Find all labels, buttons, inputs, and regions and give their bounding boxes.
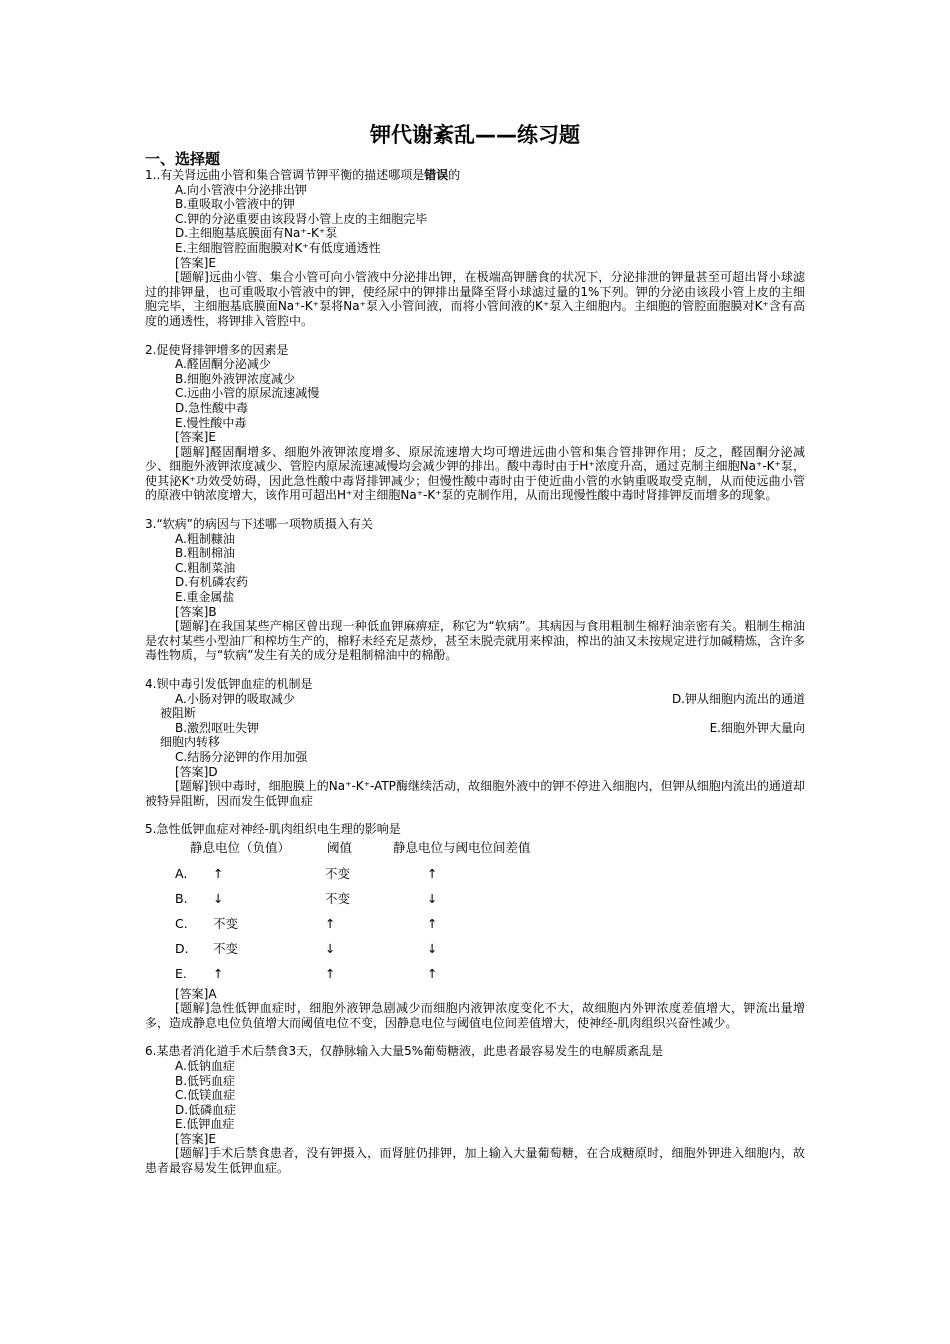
- table-cell: ↑: [213, 865, 224, 881]
- table-cell: E.: [175, 965, 187, 981]
- option: A.向小管液中分泌排出钾: [175, 182, 307, 197]
- question-stem: 1..有关肾远曲小管和集合管调节钾平衡的描述哪项是错误的: [145, 168, 461, 182]
- option: B.低钙血症: [175, 1073, 236, 1088]
- table-row: [175, 937, 805, 962]
- question-4: [145, 677, 805, 808]
- option: B.激烈呕吐失钾: [175, 720, 260, 735]
- table-header-cell: 静息电位（负值）: [190, 839, 291, 855]
- option: B.粗制棉油: [175, 546, 236, 561]
- table-cell: 不变: [325, 865, 351, 881]
- table-cell: 不变: [213, 915, 239, 931]
- question-stem: 6.某患者消化道手术后禁食3天，仅静脉输入大量5%葡萄糖液，此患者最容易发生的电解质紊乱是: [145, 1044, 664, 1059]
- explanation: [题解]远曲小管、集合小管可向小管液中分泌排出钾，在极端高钾膳食的状况下，分泌排泄的钾量甚至可超出肾小球滤过的排钾量，也可重吸取小管液中的钾，使经尿中的钾排出量降至肾小球滤过量的1%下列。钾的分泌由该段小管上皮的主细胞完毕，主细胞基底膜面Na⁺-K⁺泵将Na⁺泵入小管间液，而将小管间液的K⁺泵入主细胞内。主细胞的管腔面胞膜对K⁺含有高度的通透性，将钾排入管腔中。: [145, 270, 805, 328]
- option: D.有机磷农药: [175, 575, 249, 590]
- option: E.主细胞管腔面胞膜对K⁺有低度通透性: [175, 240, 381, 255]
- question-5: [145, 822, 805, 1030]
- option: D.急性酸中毒: [175, 400, 249, 415]
- table-cell: ↓: [213, 890, 224, 906]
- table-cell: ↑: [427, 965, 438, 981]
- table-cell: B.: [175, 890, 188, 906]
- table-row: [175, 962, 805, 987]
- table-header-cell: 阈值: [327, 839, 353, 855]
- table-row: [175, 862, 805, 887]
- explanation: [题解]手术后禁食患者，没有钾摄入，而肾脏仍排钾，加上输入大量葡萄糖，在合成糖原时，细胞外钾进入细胞内，故患者最容易发生低钾血症。: [145, 1146, 805, 1176]
- option: C.低镁血症: [175, 1088, 236, 1103]
- table-cell: ↓: [427, 940, 438, 956]
- section-heading: 一、选择题: [145, 150, 221, 168]
- option: A.粗制糠油: [175, 531, 235, 546]
- option: D.主细胞基底膜面有Na⁺-K⁺泵: [175, 226, 338, 241]
- option: A.醛固酮分泌减少: [175, 357, 271, 372]
- option: E.慢性酸中毒: [175, 415, 247, 430]
- option: E.低钾血症: [175, 1117, 235, 1132]
- option: A.小肠对钾的吸取减少: [175, 691, 295, 706]
- table-row: [175, 912, 805, 937]
- table-cell: ↓: [427, 890, 438, 906]
- option: C.结肠分泌钾的作用加强: [175, 749, 308, 764]
- explanation: [题解]在我国某些产棉区曾出现一种低血钾麻痹症，称它为“软病”。其病因与食用粗制生棉籽油亲密有关。粗制生棉油是农村某些小型油厂和榨坊生产的，棉籽未经充足蒸炒，甚至未脱壳就用来榨油，榨出的油又未按规定进行加碱精炼，含许多毒性物质，与“软病”发生有关的成分是粗制棉油中的棉酚。: [145, 619, 806, 663]
- option: C.远曲小管的原尿流速减慢: [175, 386, 320, 401]
- option-row: [175, 692, 805, 707]
- page-title: 钾代谢紊乱——练习题: [370, 123, 580, 147]
- answer: [答案]E: [175, 255, 216, 270]
- option: E.细胞外钾大量向: [709, 720, 805, 735]
- table-cell: ↑: [325, 915, 336, 931]
- answer: [答案]E: [175, 430, 216, 445]
- table-cell: 不变: [325, 890, 351, 906]
- question-stem: 4.钡中毒引发低钾血症的机制是: [145, 677, 313, 691]
- question-3: [145, 517, 805, 663]
- table-header: [190, 841, 805, 856]
- answer: [答案]B: [175, 604, 217, 619]
- question-stem: 2.促使肾排钾增多的因素是: [145, 342, 289, 357]
- option: C.粗制菜油: [175, 560, 236, 575]
- explanation: [题解]钡中毒时，细胞膜上的Na⁺-K⁺-ATP酶继续活动，故细胞外液中的钾不停进入细胞内，但钾从细胞内流出的通道却被特异阻断，因而发生低钾血症: [145, 779, 805, 808]
- question-6: [145, 1044, 805, 1175]
- table-cell: ↑: [325, 965, 336, 981]
- option: B.细胞外液钾浓度减少: [175, 371, 296, 386]
- table-header-cell: 静息电位与阈电位间差值: [393, 839, 531, 855]
- explanation: [题解]醛固酮增多、细胞外液钾浓度增多、原尿流速增大均可增进远曲小管和集合管排钾作用；反之，醛固酮分泌减少、细胞外液钾浓度减少、管腔内原尿流速减慢均会减少钾的排出。酸中毒时由于H⁺浓度升高，通过克制主细胞Na⁺-K⁺泵，使其泌K⁺功效受妨碍，因此急性酸中毒肾排钾减少；但慢性酸中毒时由于使近曲小管的水钠重吸取受克制，从而使远曲小管的原液中钠浓度增大，该作用可超出H⁺对主细胞Na⁺-K⁺泵的克制作用，从而出现慢性酸中毒时肾排钾反而增多的现象。: [145, 444, 805, 503]
- table-cell: 不变: [213, 940, 239, 956]
- answer: [答案]E: [175, 1131, 216, 1146]
- question-stem: 5.急性低钾血症对神经-肌肉组织电生理的影响是: [145, 822, 401, 837]
- option-row: [175, 721, 805, 736]
- option-wrap: 细胞内转移: [160, 735, 221, 750]
- table-row: [175, 887, 805, 912]
- table-cell: ↑: [427, 865, 438, 881]
- option: B.重吸取小管液中的钾: [175, 197, 296, 212]
- question-2: [145, 343, 805, 504]
- answer: [答案]D: [175, 764, 218, 779]
- option: D.低磷血症: [175, 1102, 237, 1117]
- question-stem: 3.“软病”的病因与下述哪一项物质摄入有关: [145, 517, 373, 532]
- option: E.重金属盐: [175, 590, 235, 605]
- option-wrap: 被阻断: [160, 706, 197, 721]
- option: C.钾的分泌重要由该段肾小管上皮的主细胞完毕: [175, 211, 428, 226]
- explanation: [题解]急性低钾血症时，细胞外液钾急剧减少而细胞内液钾浓度变化不大，故细胞内外钾浓度差值增大，钾流出量增多，造成静息电位负值增大而阈值电位不变，因静息电位与阈值电位间差值增大，使神经-肌肉组织兴奋性减少。: [145, 1001, 805, 1030]
- table-cell: ↑: [427, 915, 438, 931]
- option: D.钾从细胞内流出的通道: [671, 691, 805, 706]
- table-cell: ↓: [325, 940, 336, 956]
- option: A.低钠血症: [175, 1058, 235, 1073]
- table-cell: D.: [175, 940, 189, 956]
- answer: [答案]A: [175, 986, 217, 1001]
- table-cell: C.: [175, 915, 188, 931]
- question-1: [145, 168, 805, 329]
- table-cell: A.: [175, 865, 188, 881]
- document-page: [145, 120, 805, 1176]
- table-cell: ↑: [213, 965, 224, 981]
